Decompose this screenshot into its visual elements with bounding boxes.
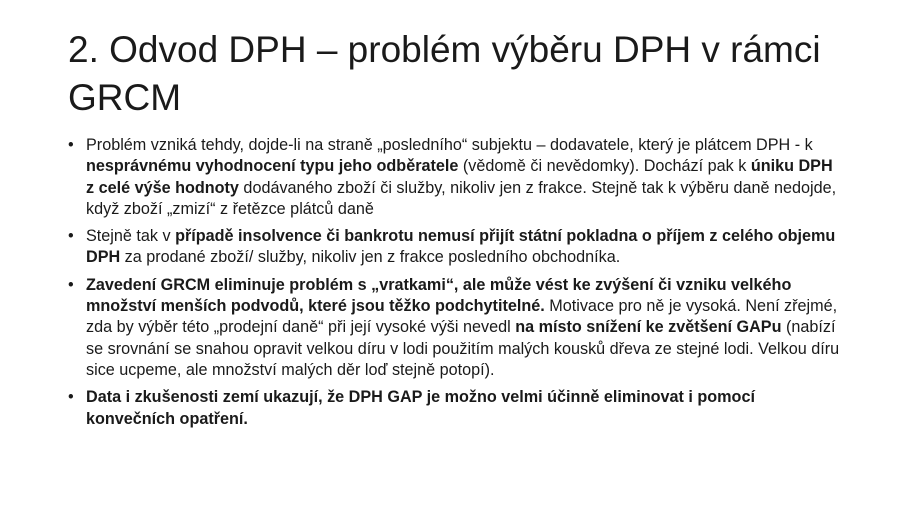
bullet-item-1 (68, 135, 843, 220)
bullet-text: Motivace pro ně je vysoká. Není zřejmé, zda by výběr této „prodejní daně“ při její vysoké výši nevedl (86, 297, 838, 337)
bullet-text: dodávaného zboží či služby, nikoliv jen z frakce. Stejně tak k výběru daně nedojde, když zboží „zmizí“ z řetězce plátců daně (86, 178, 837, 218)
bullet-item-4 (68, 387, 843, 430)
bullet-item-2 (68, 226, 843, 269)
bullet-dot-icon: • (68, 388, 74, 407)
bullet-text: (vědomě či nevědomky). Dochází pak k (458, 157, 751, 176)
bullet-item-3 (68, 275, 843, 381)
bullet-emphasis: úniku DPH z celé výše hodnoty (86, 157, 833, 197)
bullet-text: (nabízí se srovnání se snahou opravit velkou díru v lodi použitím malých kousků dřeva ze stejné lodi. Velkou díru sice ucpeme, ale množství malých děr loď stejně potopí). (86, 318, 840, 379)
bullet-dot-icon: • (68, 136, 74, 154)
bullet-emphasis: případě insolvence či bankrotu nemusí přijít státní pokladna o příjem z celého objemu DPH (86, 227, 836, 267)
slide-title: 2. Odvod DPH – problém výběru DPH v rámci GRCM (68, 29, 821, 118)
bullet-emphasis: Data i zkušenosti zemí ukazují, že DPH GAP je možno velmi účinně eliminovat i pomocí konvečních opatření. (86, 388, 755, 428)
bullet-emphasis: na místo snížení ke zvětšení GAPu (515, 318, 782, 337)
bullet-emphasis: Zavedení GRCM eliminuje problém s „vratkami“, ale může vést ke zvýšení či vzniku velkého množství menších podvodů, které jsou těžko podchytitelné. (86, 275, 792, 316)
bullet-list (68, 135, 843, 436)
bullet-text: Stejně tak v (86, 227, 176, 246)
bullet-dot-icon: • (68, 275, 74, 294)
bullet-text: Problém vzniká tehdy, dojde-li na straně „posledního“ subjektu – dodavatele, který je plátcem DPH - k (86, 136, 813, 154)
bullet-emphasis: nesprávnému vyhodnocení typu jeho odběratele (86, 157, 459, 176)
bullet-text: za prodané zboží/ služby, nikoliv jen z frakce posledního obchodníka. (120, 248, 621, 267)
bullet-dot-icon: • (68, 227, 74, 246)
